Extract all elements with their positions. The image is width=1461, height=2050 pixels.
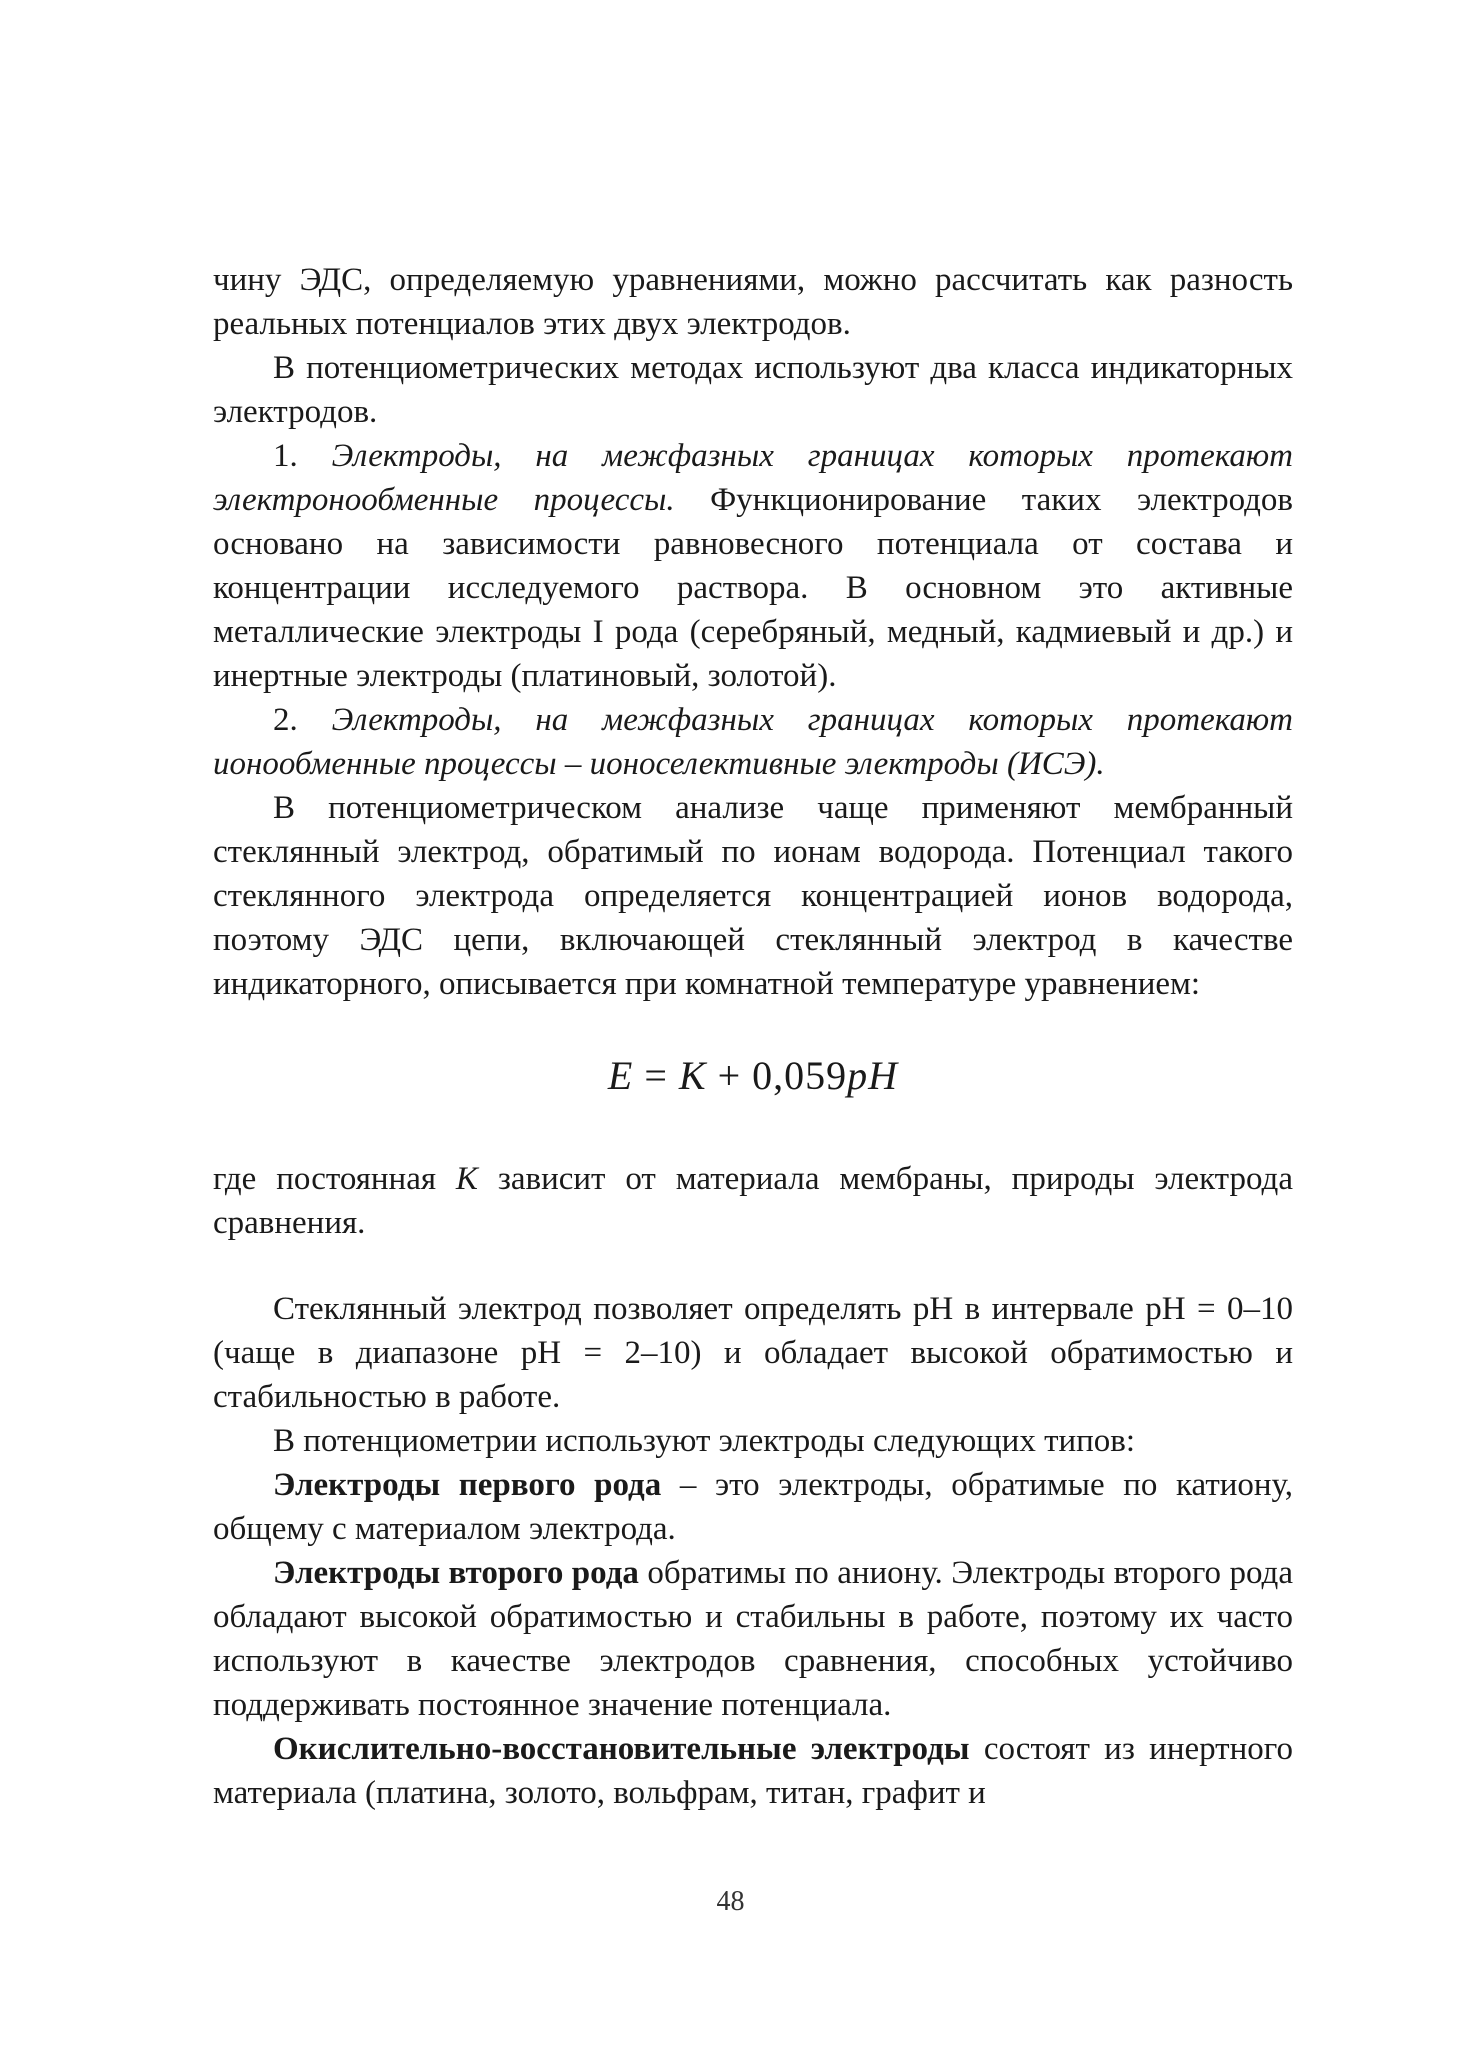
paragraph-4: [213, 698, 1293, 786]
formula-plus: +: [706, 1053, 753, 1098]
paragraph-3-italic: Электроды, на межфазных границах которых протекают электронообменные процессы.: [213, 438, 1293, 518]
page-number: 48: [716, 1886, 745, 1917]
list-number-2: 2.: [273, 702, 332, 738]
paragraph-8-text: В потенциометрии используют электроды следующих типов:: [273, 1423, 1136, 1459]
paragraph-1: [213, 258, 1293, 346]
formula-k: K: [678, 1053, 707, 1098]
paragraph-3-text: Функционирование таких электродов основано на зависимости равновесного потенциала от состава и концентрации исследуемого раствора. В основном это активные металлические электроды I рода (серебряный, медный, кадмиевый и др.) и инертные электроды (платиновый, золотой).: [213, 482, 1293, 694]
paragraph-4-italic: Электроды, на межфазных границах которых протекают ионообменные процессы – ионоселективные электроды (ИСЭ).: [213, 702, 1293, 782]
paragraph-10-term: Электроды второго рода: [273, 1555, 639, 1591]
paragraph-5: [213, 786, 1293, 1006]
list-number-1: 1.: [273, 438, 332, 474]
paragraph-5-text: В потенциометрическом анализе чаще применяют мембранный стеклянный электрод, обратимый по ионам водорода. Потенциал такого стеклянного электрода определяется концентрацией ионов водорода, поэтому ЭДС цепи, включающей стеклянный электрод в качестве индикаторного, описывается при комнатной температуре уравнением:: [213, 790, 1293, 1002]
paragraph-6: [213, 1157, 1293, 1245]
formula-ph: pH: [847, 1053, 899, 1098]
paragraph-7: [213, 1287, 1293, 1419]
paragraph-11-text: состоят из инертного материала (платина, золото, вольфрам, титан, графит и: [213, 1731, 1293, 1811]
spacer: [213, 1245, 1293, 1287]
paragraph-8: [213, 1419, 1293, 1463]
paragraph-2-text: В потенциометрических методах используют два класса индикаторных электродов.: [213, 350, 1293, 430]
paragraph-6-text-b: зависит от материала мембраны, природы электрода сравнения.: [213, 1161, 1293, 1241]
formula: [213, 1052, 1293, 1099]
paragraph-9-text: – это электроды, обратимые по катиону, общему с материалом электрода.: [213, 1467, 1294, 1547]
paragraph-9-term: Электроды первого рода: [273, 1467, 662, 1503]
paragraph-10-text: обратимы по аниону. Электроды второго рода обладают высокой обратимостью и стабильны в работе, поэтому их часто используют в качестве электродов сравнения, способных устойчиво поддерживать постоянное значение потенциала.: [213, 1555, 1293, 1723]
formula-e: E: [607, 1053, 634, 1098]
formula-coefficient: 0,059: [752, 1053, 848, 1098]
paragraph-6-k: K: [455, 1161, 478, 1197]
paragraph-1-text: чину ЭДС, определяемую уравнениями, можно рассчитать как разность реальных потенциалов этих двух электродов.: [213, 262, 1293, 342]
paragraph-2: [213, 346, 1293, 434]
page-body: [213, 258, 1293, 1815]
paragraph-9: [213, 1463, 1293, 1551]
paragraph-7-text: Стеклянный электрод позволяет определять рН в интервале рН = 0–10 (чаще в диапазоне рН = 2–10) и обладает высокой обратимостью и стабильностью в работе.: [213, 1291, 1293, 1415]
paragraph-11: [213, 1727, 1293, 1815]
paragraph-11-term: Окислительно-восстановительные электроды: [273, 1731, 970, 1767]
paragraph-3: [213, 434, 1293, 698]
paragraph-6-text-a: где постоянная: [213, 1161, 456, 1197]
paragraph-10: [213, 1551, 1293, 1727]
formula-equals: =: [633, 1053, 679, 1098]
